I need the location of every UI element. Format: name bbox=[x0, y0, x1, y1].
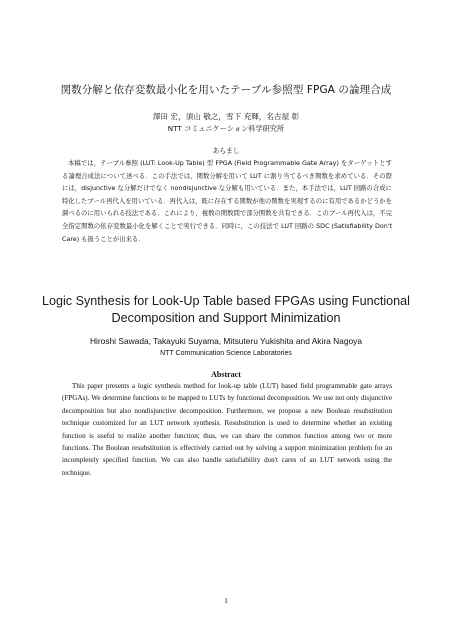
japanese-abstract bbox=[62, 158, 392, 246]
page-number: 1 bbox=[224, 596, 228, 605]
english-authors: Hiroshi Sawada, Takayuki Suyama, Mitsuteru Yukishita and Akira Nagoya bbox=[89, 336, 363, 346]
english-abstract-text: This paper presents a logic synthesis method for look-up table (LUT) based field programmable gate arrays (FPGAs). We determine functions to be mapped to LUTs by functional decomposition. We use not only disjunctive decomposition but also nondisjunctive decomposition. Furthermore, we propose a new Boolean resubstitution technique customized for an LUT network synthesis. Resubstitution is used to determine whether an existing function is useful to realize another function; thus, we can share the common function among two or more functions. The Boolean resubstitution is effectively carried out by solving a support minimization problem for an incompletely specified function. We can also handle satisfiability don't cares of an LUT network using the technique. bbox=[62, 382, 392, 477]
japanese-abstract-text: 本稿では，テーブル参照 (LUT: Look-Up Table) 型 FPGA (Field Programmable Gate Array) をターゲットとする論理合成法について述べる．この手法では，関数分解を用いて LUT に割り当てるべき関数を求めている．その際には，disjunctive な分解だけでなく nondisjunctive な分解も用いている．また，本手法では，LUT 回路の合成に特化したブール再代入を用いている．再代入は，既に存在する関数が他の関数を実現するのに有用であるかどうかを調べるのに用いられる技法である．これにより，複数の関数間で部分関数を共有できる．このブール再代入は，不完全指定関数の依存変数最小化を解くことで実行できる．同時に，この技法で LUT 回路の SDC (Satisfiability Don't Care) も扱うことが出来る． bbox=[62, 160, 392, 243]
english-affiliation: NTT Communication Science Laboratories bbox=[160, 350, 292, 357]
english-title-line-2: Decomposition and Support Minimization bbox=[111, 311, 341, 325]
japanese-abstract-heading: あらまし bbox=[212, 147, 240, 155]
english-abstract bbox=[62, 380, 392, 479]
japanese-title: 関数分解と依存変数最小化を用いたテーブル参照型 FPGA の論理合成 bbox=[60, 84, 392, 96]
english-abstract-heading: Abstract bbox=[211, 370, 241, 379]
english-title-line-1: Logic Synthesis for Look-Up Table based FPGAs using Functional bbox=[42, 294, 410, 308]
japanese-affiliation: NTT コミュニケーション科学研究所 bbox=[167, 124, 285, 133]
japanese-authors: 澤田 宏，須山 敬之，雪下 充輝，名古屋 彰 bbox=[152, 112, 300, 121]
english-title bbox=[0, 293, 452, 327]
